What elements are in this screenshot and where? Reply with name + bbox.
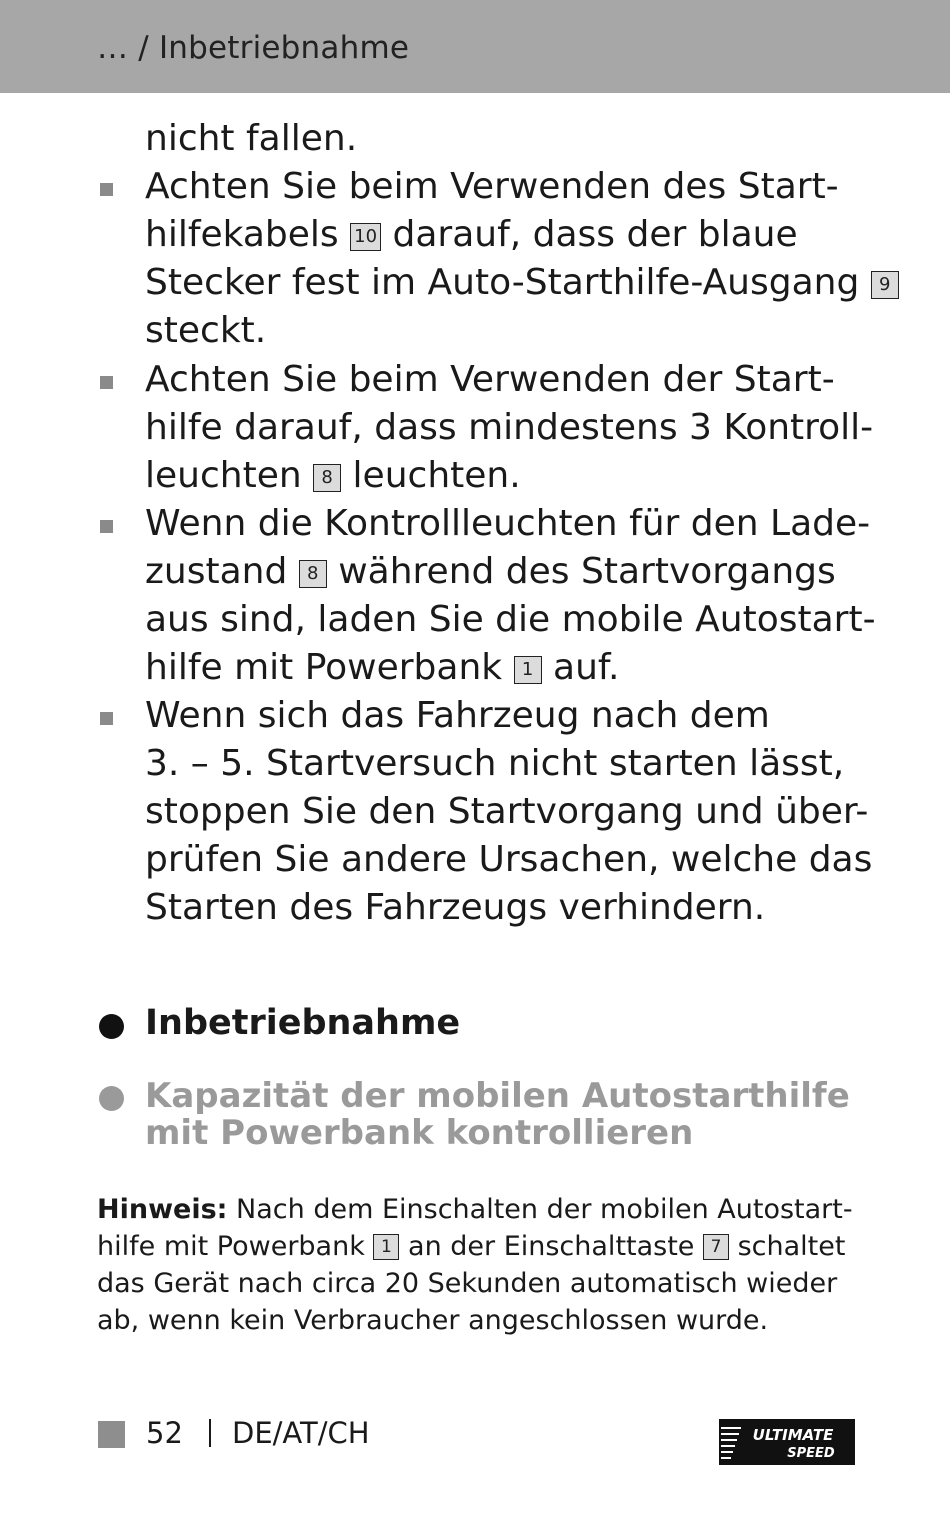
reference-number: 9 — [871, 271, 899, 299]
subsection-dot-icon — [99, 1086, 124, 1111]
subsection-title-line-1: Kapazität der mobilen Autostarthilfe — [145, 1076, 850, 1116]
bullet-1-line-3: Stecker fest im Auto-Starthilfe-Ausgang 9 — [145, 259, 899, 307]
bullet-4-line-2: 3. – 5. Startversuch nicht starten lässt, — [145, 743, 845, 784]
bullet-3-line-2: zustand 8 während des Startvorgangs — [145, 551, 836, 592]
note-line-1: Hinweis: Nach dem Einschalten der mobilen Autostart- — [97, 1194, 853, 1225]
brand-logo — [719, 1419, 855, 1465]
subsection-title-line-2: mit Powerbank kontrollieren — [145, 1113, 694, 1153]
section-dot-icon — [99, 1014, 124, 1039]
bullet-2-line-2: hilfe darauf, dass mindestens 3 Kontroll- — [145, 407, 874, 448]
reference-number: 10 — [350, 223, 381, 251]
footer-marker — [98, 1421, 125, 1448]
bullet-2-line-1: Achten Sie beim Verwenden der Start- — [145, 359, 835, 400]
page-header — [0, 0, 950, 93]
bullet-1-line-4: steckt. — [145, 310, 267, 351]
page-number: 52 — [146, 1416, 183, 1450]
reference-number: 1 — [514, 656, 542, 684]
bullet-3-line-3: aus sind, laden Sie die mobile Autostart- — [145, 599, 876, 640]
bullet-1-line-1: Achten Sie beim Verwenden des Start- — [145, 166, 839, 207]
bullet-4-line-4: prüfen Sie andere Ursachen, welche das — [145, 839, 873, 880]
note-line-2: hilfe mit Powerbank 1 an der Einschalttaste 7 schaltet — [97, 1231, 846, 1262]
bullet-marker — [100, 520, 113, 533]
note-line-3: das Gerät nach circa 20 Sekunden automatisch wieder — [97, 1268, 838, 1299]
bullet-marker — [100, 183, 113, 196]
logo-text-line-1: ULTIMATE — [752, 1426, 834, 1444]
logo-text-line-2: SPEED — [787, 1446, 835, 1461]
reference-number: 7 — [703, 1234, 729, 1260]
bullet-marker — [100, 376, 113, 389]
section-title: Inbetriebnahme — [145, 1003, 461, 1043]
bullet-2-line-3: leuchten 8 leuchten. — [145, 455, 521, 496]
note-line-4: ab, wenn kein Verbraucher angeschlossen wurde. — [97, 1305, 769, 1336]
continuation-text: nicht fallen. — [145, 118, 358, 159]
bullet-1-line-2: hilfekabels 10 darauf, dass der blaue — [145, 214, 798, 255]
note-label: Hinweis: — [97, 1194, 228, 1225]
bullet-3-line-1: Wenn die Kontrollleuchten für den Lade- — [145, 503, 871, 544]
bullet-4-line-3: stoppen Sie den Startvorgang und über- — [145, 791, 869, 832]
reference-number: 8 — [299, 560, 327, 588]
footer-divider — [209, 1419, 211, 1447]
bullet-marker — [100, 712, 113, 725]
country-codes: DE/AT/CH — [232, 1416, 370, 1450]
bullet-3-line-4: hilfe mit Powerbank 1 auf. — [145, 647, 620, 688]
reference-number: 1 — [373, 1234, 399, 1260]
bullet-4-line-1: Wenn sich das Fahrzeug nach dem — [145, 695, 770, 736]
breadcrumb: … / Inbetriebnahme — [97, 30, 410, 66]
bullet-4-line-5: Starten des Fahrzeugs verhindern. — [145, 887, 766, 928]
reference-number: 8 — [313, 464, 341, 492]
